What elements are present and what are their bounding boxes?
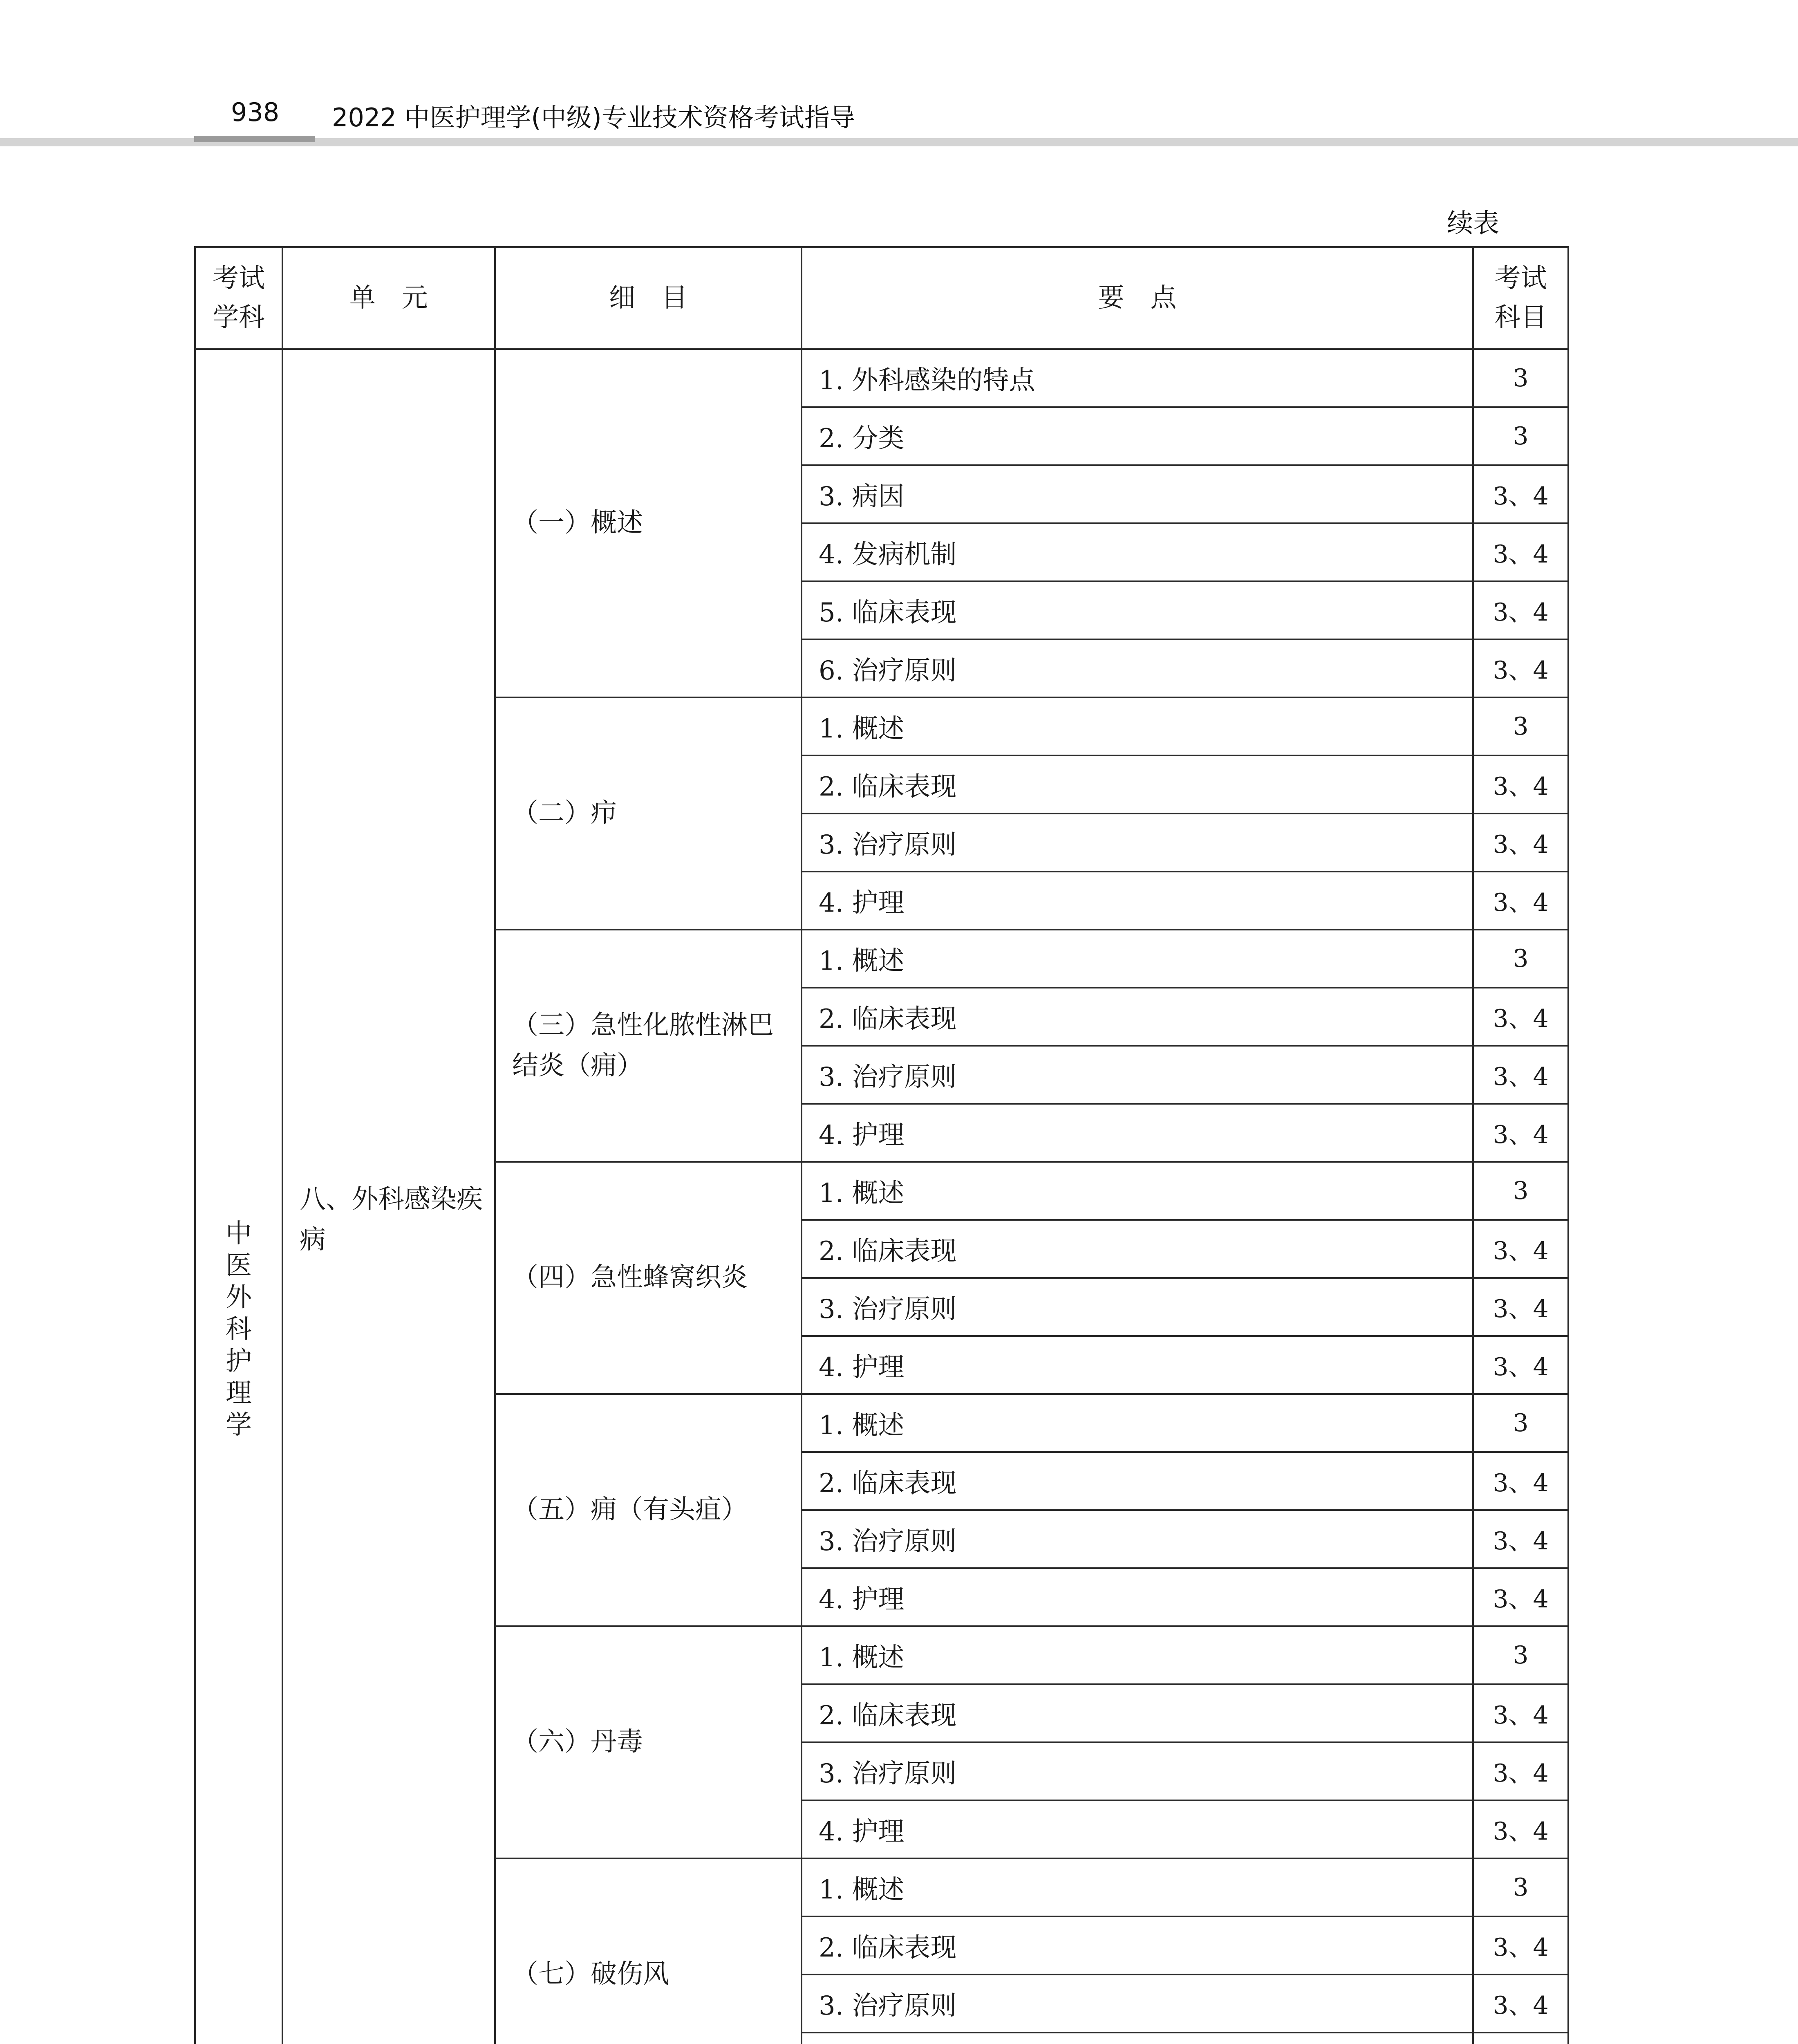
point-cell: 2. 临床表现 (802, 1684, 1473, 1742)
exam-cell: 3、4 (1473, 1104, 1568, 1162)
point-cell: 1. 概述 (802, 697, 1473, 755)
header-point: 要 点 (802, 247, 1473, 349)
subject-label: 中医外科护理学 (226, 1218, 252, 1441)
section-cell: （七）破伤风 (495, 1858, 802, 2044)
point-cell: 2. 临床表现 (802, 1220, 1473, 1278)
section-cell: （五）痈（有头疽） (495, 1394, 802, 1626)
exam-cell: 3、4 (1473, 581, 1568, 639)
header-subject: 考试学科 (195, 247, 282, 349)
point-cell: 3. 治疗原则 (802, 1975, 1473, 2033)
exam-cell: 3、4 (1473, 1975, 1568, 2033)
point-cell: 3. 治疗原则 (802, 1742, 1473, 1800)
point-cell: 2. 临床表现 (802, 1916, 1473, 1975)
page-number: 938 (231, 97, 280, 127)
point-cell: 3. 治疗原则 (802, 1278, 1473, 1336)
header-exam: 考试科目 (1473, 247, 1568, 349)
exam-cell: 3、4 (1473, 988, 1568, 1046)
point-cell: 5. 临床表现 (802, 581, 1473, 639)
point-cell: 4. 护理 (802, 1104, 1473, 1162)
book-title: 2022 中医护理学(中级)专业技术资格考试指导 (332, 103, 855, 132)
exam-cell: 3、4 (1473, 1800, 1568, 1858)
exam-cell: 3 (1473, 407, 1568, 465)
point-cell: 6. 治疗原则 (802, 639, 1473, 697)
exam-cell: 3、4 (1473, 814, 1568, 872)
point-cell (802, 2033, 1473, 2044)
table-header-row (195, 247, 1568, 349)
section-cell: （四）急性蜂窝织炎 (495, 1162, 802, 1394)
exam-cell: 3、4 (1473, 755, 1568, 814)
exam-cell: 3、4 (1473, 1916, 1568, 1975)
point-cell: 1. 概述 (802, 930, 1473, 988)
exam-cell: 3、4 (1473, 1046, 1568, 1104)
point-cell: 4. 护理 (802, 1800, 1473, 1858)
point-cell: 2. 临床表现 (802, 1452, 1473, 1510)
header-rule-accent (194, 136, 315, 142)
point-cell: 2. 临床表现 (802, 988, 1473, 1046)
point-cell: 4. 护理 (802, 1568, 1473, 1626)
exam-cell: 3 (1473, 930, 1568, 988)
section-cell: （三）急性化脓性淋巴结炎（痈） (495, 930, 802, 1162)
point-cell: 3. 治疗原则 (802, 814, 1473, 872)
subject-cell (195, 349, 282, 2044)
point-cell: 2. 临床表现 (802, 755, 1473, 814)
header-unit: 单 元 (282, 247, 495, 349)
continued-table-label: 续表 (1447, 208, 1499, 239)
exam-cell: 3、4 (1473, 1220, 1568, 1278)
header-section: 细 目 (495, 247, 802, 349)
exam-cell (1473, 2033, 1568, 2044)
exam-cell: 3 (1473, 1394, 1568, 1452)
exam-cell: 3、4 (1473, 872, 1568, 930)
exam-cell: 3、4 (1473, 1336, 1568, 1394)
exam-cell: 3 (1473, 1858, 1568, 1916)
exam-cell: 3 (1473, 1626, 1568, 1684)
point-cell: 1. 概述 (802, 1162, 1473, 1220)
table-body (195, 349, 1568, 2044)
syllabus-table (194, 246, 1569, 2044)
exam-cell: 3 (1473, 697, 1568, 755)
exam-cell: 3、4 (1473, 639, 1568, 697)
exam-cell: 3、4 (1473, 1510, 1568, 1568)
point-cell: 2. 分类 (802, 407, 1473, 465)
exam-cell: 3、4 (1473, 1742, 1568, 1800)
point-cell: 3. 治疗原则 (802, 1510, 1473, 1568)
point-cell: 1. 概述 (802, 1626, 1473, 1684)
exam-cell: 3、4 (1473, 523, 1568, 581)
point-cell: 4. 发病机制 (802, 523, 1473, 581)
exam-cell: 3、4 (1473, 465, 1568, 523)
point-cell: 3. 治疗原则 (802, 1046, 1473, 1104)
section-cell: （二）疖 (495, 697, 802, 930)
section-cell: （一）概述 (495, 349, 802, 697)
page-header (0, 0, 1798, 147)
section-cell: （六）丹毒 (495, 1626, 802, 1858)
point-cell: 4. 护理 (802, 872, 1473, 930)
unit-cell: 八、外科感染疾病 (282, 349, 495, 2044)
exam-cell: 3、4 (1473, 1568, 1568, 1626)
exam-cell: 3、4 (1473, 1684, 1568, 1742)
point-cell: 1. 外科感染的特点 (802, 349, 1473, 407)
point-cell: 1. 概述 (802, 1394, 1473, 1452)
exam-cell: 3 (1473, 1162, 1568, 1220)
exam-cell: 3、4 (1473, 1452, 1568, 1510)
table-row (195, 349, 1568, 407)
exam-cell: 3、4 (1473, 1278, 1568, 1336)
point-cell: 4. 护理 (802, 1336, 1473, 1394)
exam-cell: 3 (1473, 349, 1568, 407)
point-cell: 1. 概述 (802, 1858, 1473, 1916)
point-cell: 3. 病因 (802, 465, 1473, 523)
